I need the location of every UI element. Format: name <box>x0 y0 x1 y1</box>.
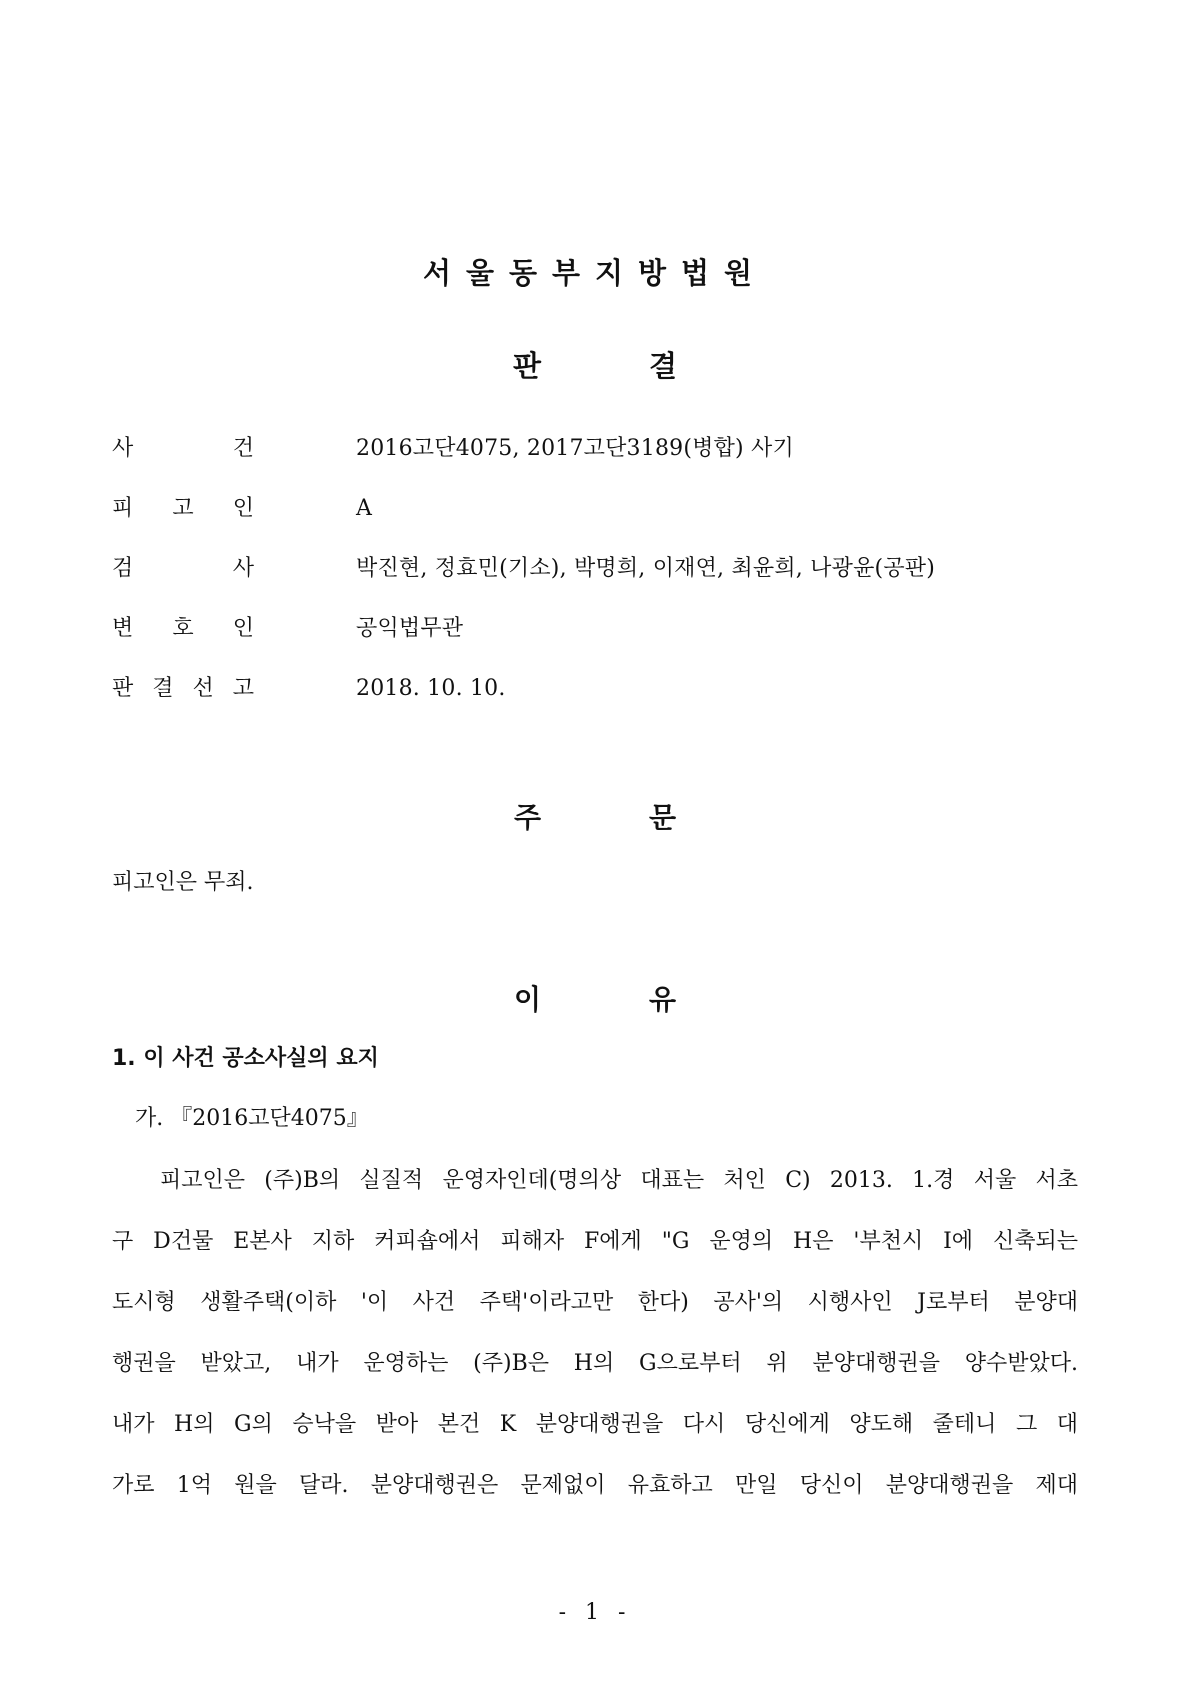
case-label: 사 건 <box>112 436 254 461</box>
body-line: 구 D건물 E본사 지하 커피숍에서 피해자 F에게 "G 운영의 H은 '부천시 I에 신축되는 <box>112 1229 1078 1254</box>
defendant-value: A <box>356 496 373 521</box>
defense-counsel-label: 변 호 인 <box>112 616 254 641</box>
defense-counsel-value: 공익법무관 <box>356 616 464 641</box>
body-line: 도시형 생활주택(이하 '이 사건 주택'이라고만 한다) 공사'의 시행사인 J로부터 분양대 <box>112 1290 1078 1315</box>
body-line: 피고인은 (주)B의 실질적 운영자인데(명의상 대표는 처인 C) 2013. 1.경 서울 서초 <box>160 1168 1078 1193</box>
body-line: 행권을 받았고, 내가 운영하는 (주)B은 H의 G으로부터 위 분양대행권을 양수받았다. <box>112 1351 1078 1376</box>
defendant-row <box>112 492 372 526</box>
document-title-first: 판 <box>512 349 541 383</box>
order-heading: 주 문 <box>513 801 677 834</box>
case-value: 2016고단4075, 2017고단3189(병합) 사기 <box>356 436 794 461</box>
prosecutor-value: 박진현, 정효민(기소), 박명희, 이재연, 최윤희, 나광윤(공판) <box>356 556 936 581</box>
body-line: 내가 H의 G의 승낙을 받아 본건 K 분양대행권을 다시 당신에게 양도해 줄테니 그 대 <box>112 1412 1078 1437</box>
case-row <box>112 432 794 466</box>
reasons-heading: 이 유 <box>513 983 677 1016</box>
document-title <box>0 344 1190 385</box>
body-line: 가로 1억 원을 달라. 분양대행권은 문제없이 유효하고 만일 당신이 분양대행권을 제대 <box>112 1473 1078 1498</box>
document-title-second: 결 <box>649 349 678 383</box>
prosecutor-label: 검 사 <box>112 556 254 581</box>
defendant-label: 피 고 인 <box>112 496 254 521</box>
sentencing-date-row <box>112 672 506 706</box>
prosecutor-row <box>112 552 935 586</box>
subsection-title: 가. 『2016고단4075』 <box>135 1106 369 1131</box>
sentencing-date-value: 2018. 10. 10. <box>356 676 506 701</box>
page-number: - 1 - <box>558 1600 632 1625</box>
order-text: 피고인은 무죄. <box>112 870 254 895</box>
section-title: 1. 이 사건 공소사실의 요지 <box>112 1046 379 1071</box>
court-name: 서울동부지방법원 <box>422 256 768 290</box>
defense-counsel-row <box>112 612 463 646</box>
sentencing-date-label: 판 결 선 고 <box>112 676 254 701</box>
